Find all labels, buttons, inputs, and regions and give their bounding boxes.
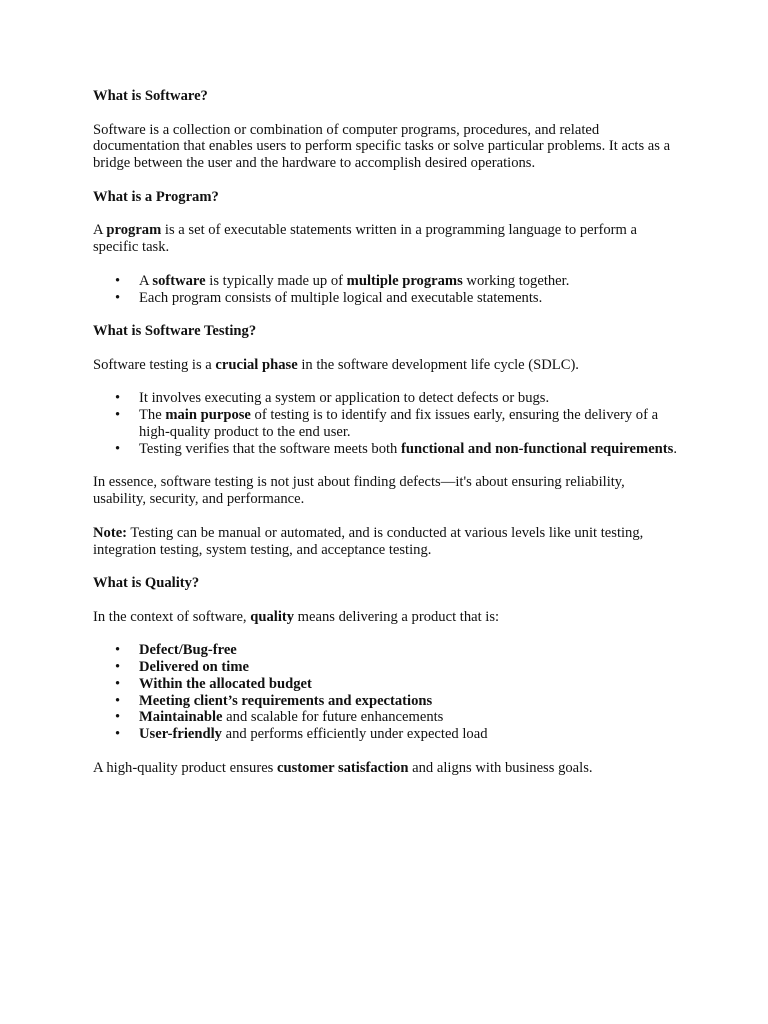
bold-term: customer satisfaction (277, 759, 409, 776)
heading-what-is-software-testing: What is Software Testing? (93, 323, 257, 340)
list-item: • It involves executing a system or application to detect defects or bugs. (115, 390, 550, 407)
quality-definition-paragraph: In the context of software, quality means delivering a product that is: (93, 608, 500, 625)
closing-paragraph: A high-quality product ensures customer satisfaction and aligns with business goals. (93, 759, 593, 776)
list-item: • Within the allocated budget (115, 675, 312, 692)
note-paragraph: Note: Testing can be manual or automated, and is conducted at various levels like unit testing, integration testing, system testing, and acceptance testing. (93, 524, 644, 558)
program-definition-paragraph: A program is a set of executable statements written in a programming language to perform a specific task. (93, 222, 638, 256)
program-bullet-list (93, 273, 678, 307)
bullet-icon: • (115, 407, 121, 424)
list-item: • A software is typically made up of multiple programs working together. (115, 272, 570, 289)
list-item: • Delivered on time (115, 659, 249, 676)
bullet-icon: • (115, 659, 121, 676)
list-item: • Meeting client’s requirements and expectations (115, 692, 433, 709)
list-item: • Maintainable and scalable for future enhancements (115, 709, 444, 726)
heading-what-is-software: What is Software? (93, 88, 208, 104)
software-definition-paragraph: Software is a collection or combination of computer programs, procedures, and related documentation that enables users to perform specific tasks or solve particular problems. It acts as a bridge between the user and the hardware to accomplish desired operations. (93, 121, 671, 172)
bullet-icon: • (115, 289, 121, 306)
bullet-icon: • (115, 709, 121, 726)
bullet-icon: • (115, 440, 121, 457)
heading-what-is-quality: What is Quality? (93, 575, 200, 592)
testing-definition-paragraph: Software testing is a crucial phase in the software development life cycle (SDLC). (93, 356, 579, 373)
bullet-icon: • (115, 272, 121, 289)
list-item: • User-friendly and performs efficiently under expected load (115, 726, 488, 743)
testing-essence-paragraph: In essence, software testing is not just about finding defects—it's about ensuring reliability, usability, security, and performance. (93, 474, 625, 508)
bullet-icon: • (115, 390, 121, 407)
bullet-icon: • (115, 692, 121, 709)
quality-bullet-list (93, 642, 678, 743)
bold-term: quality (250, 608, 295, 625)
list-item: • The main purpose of testing is to identify and fix issues early, ensuring the delivery of a high-quality product to the end user. (115, 407, 659, 440)
bullet-icon: • (115, 726, 121, 743)
list-item: • Each program consists of multiple logical and executable statements. (115, 289, 543, 306)
bullet-icon: • (115, 642, 121, 659)
testing-bullet-list (93, 390, 678, 457)
bold-term: program (106, 222, 162, 239)
bullet-icon: • (115, 675, 121, 692)
list-item: • Defect/Bug-free (115, 642, 237, 659)
heading-what-is-program: What is a Program? (93, 188, 219, 205)
note-label: Note: (93, 524, 128, 541)
bold-term: crucial phase (215, 356, 298, 373)
document-page (93, 88, 678, 793)
list-item: • Testing verifies that the software meets both functional and non-functional requirements. (115, 440, 677, 457)
